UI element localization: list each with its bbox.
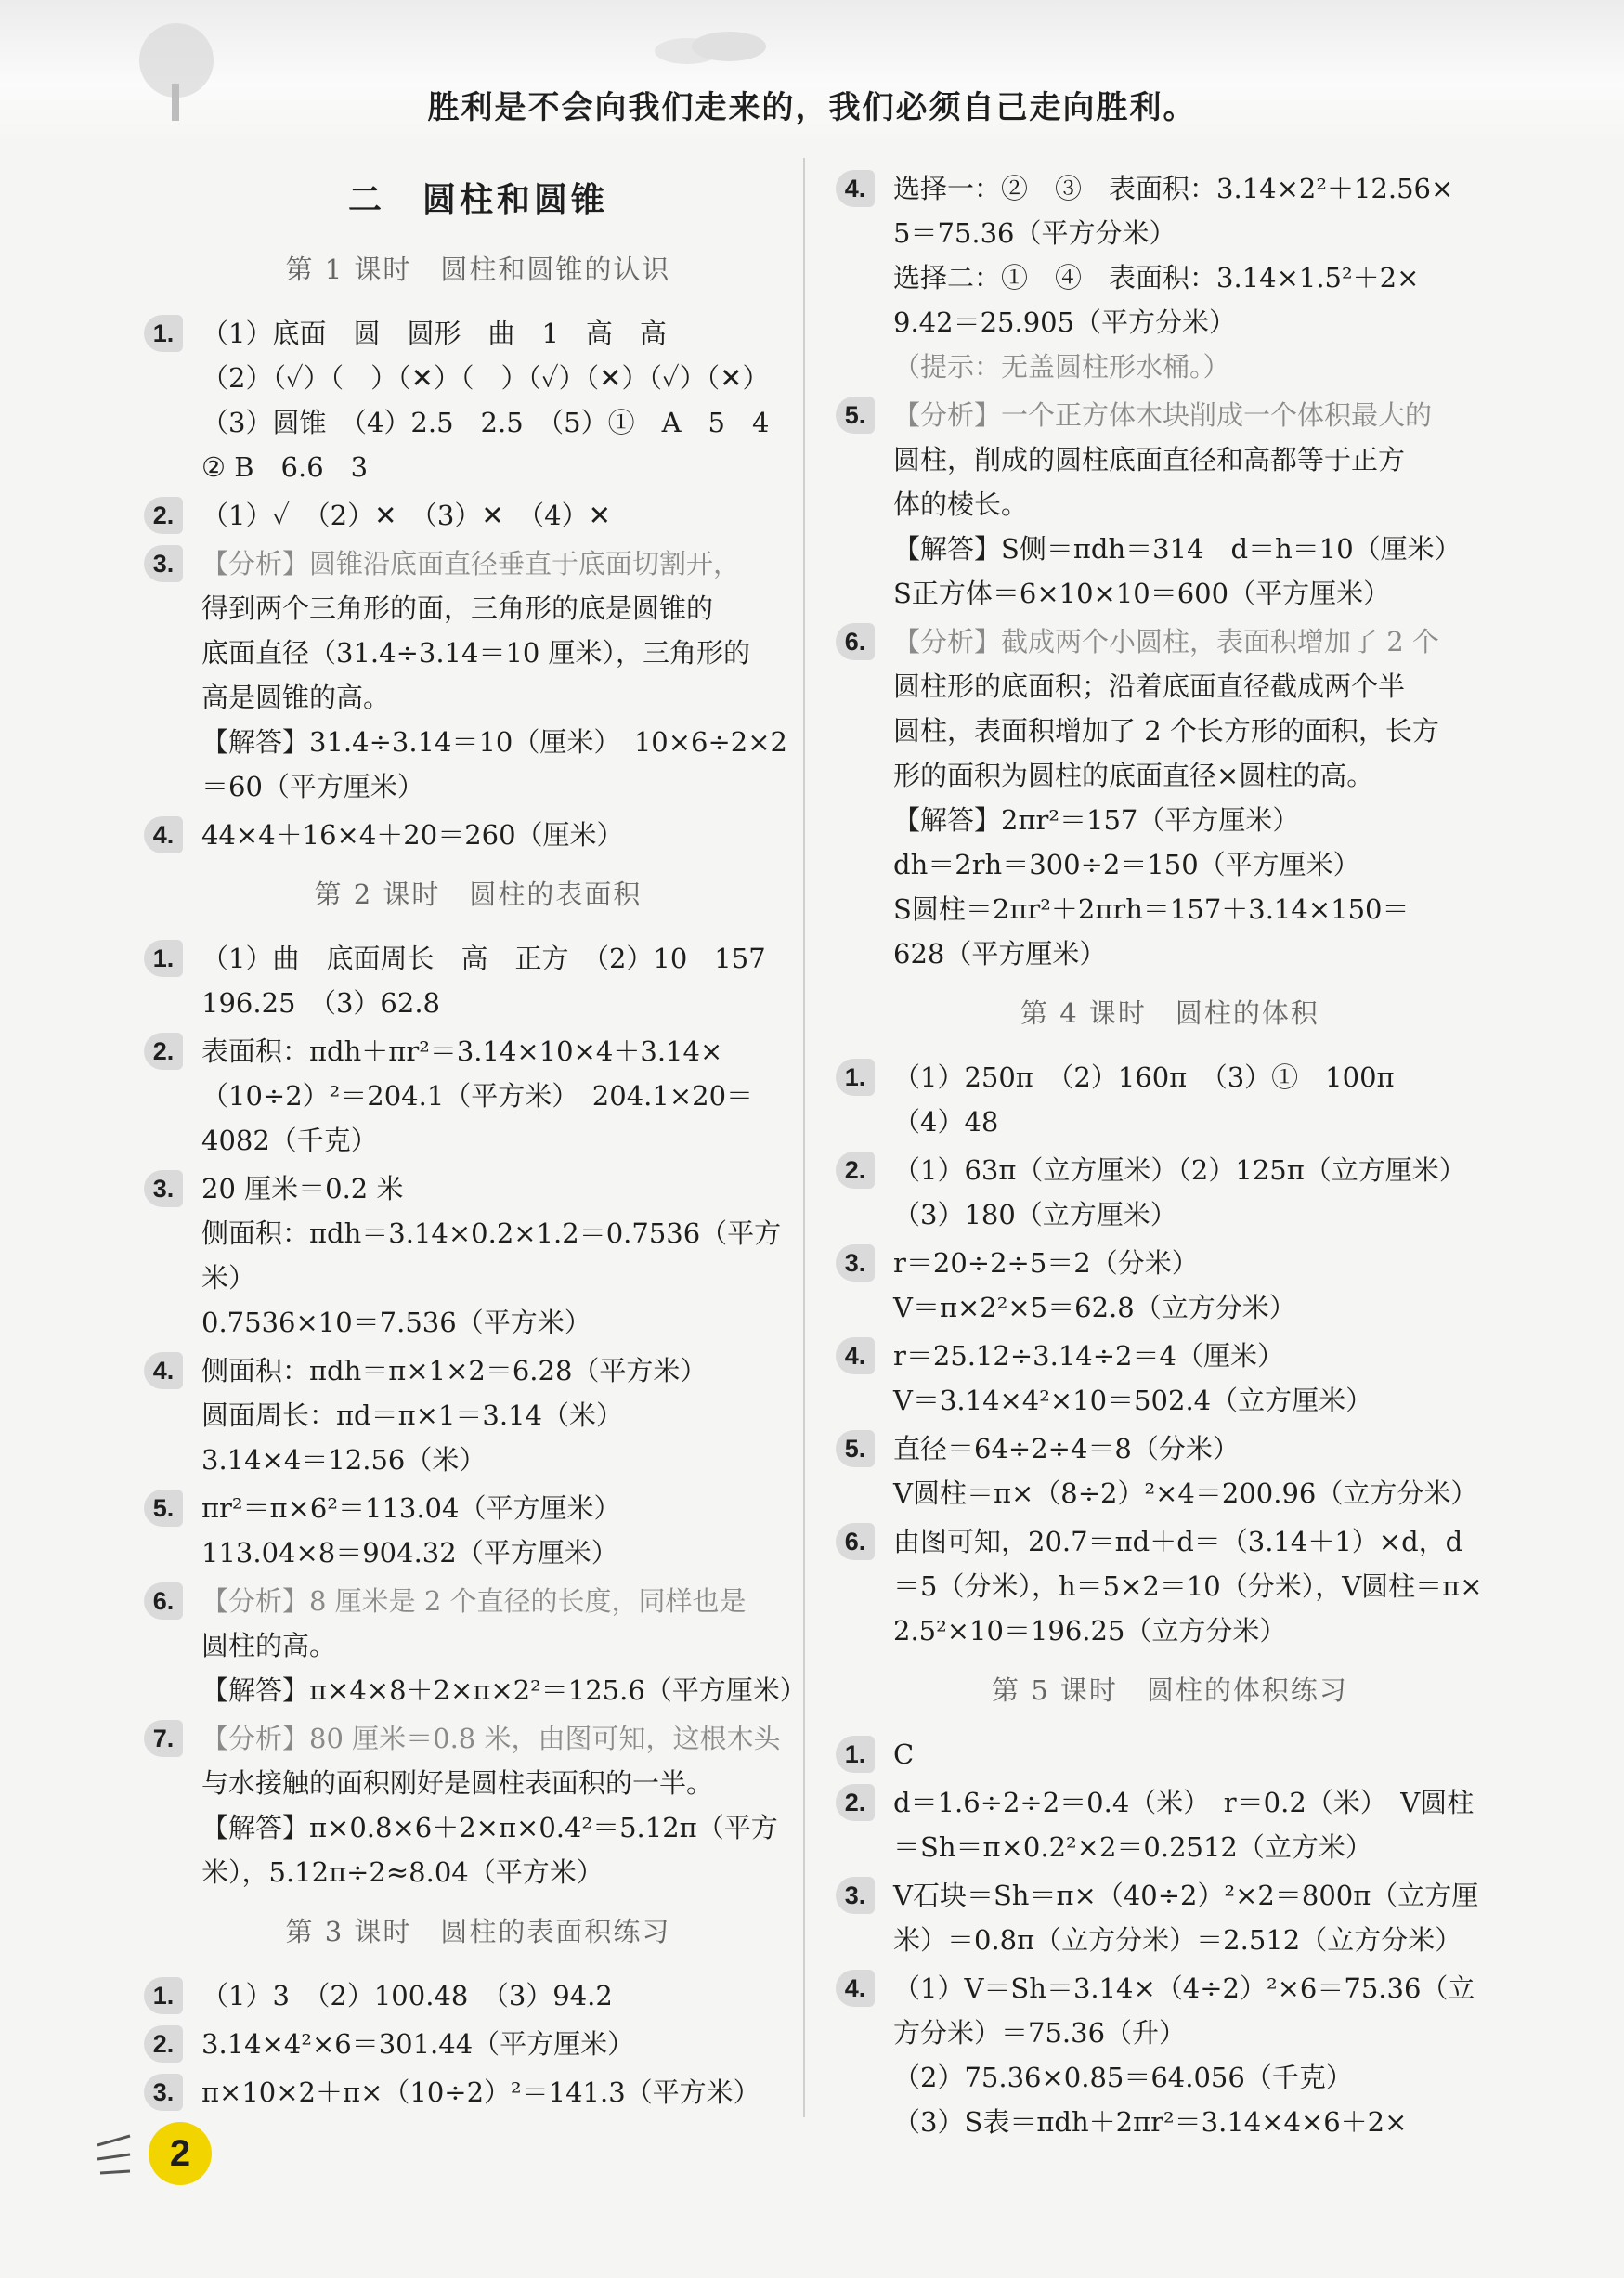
- lesson-4-items: [836, 1055, 1504, 1653]
- answer-line: 9.42＝25.905（平方分米）: [893, 306, 1237, 338]
- question-number-badge: 2.: [836, 1152, 875, 1189]
- question-number-badge: 4.: [836, 170, 875, 207]
- question-number-badge: 6.: [836, 623, 875, 660]
- answer-item: [836, 1241, 1504, 1330]
- lesson-3-items-cont: [836, 166, 1504, 976]
- answer-line: 3.14×4²×6＝301.44（平方厘米）: [201, 2028, 635, 2060]
- question-number-badge: 1.: [144, 315, 183, 352]
- answer-line: 米），5.12π÷2≈8.04（平方米）: [201, 1856, 604, 1888]
- answer-line: 圆柱，削成的圆柱底面直径和高都等于正方: [893, 444, 1406, 475]
- answer-item: [144, 541, 812, 809]
- answer-item: [836, 1055, 1504, 1144]
- answer-line: 直径＝64÷2÷4＝8（分米）: [893, 1433, 1240, 1464]
- question-number-badge: 4.: [836, 1970, 875, 2007]
- answer-item: [144, 311, 812, 489]
- answer-line: 【分析】一个正方体木块削成一个体积最大的: [893, 399, 1433, 431]
- answer-item: [836, 1426, 1504, 1516]
- answer-line: 选择二：① ④ 表面积：3.14×1.5²＋2×: [893, 262, 1420, 293]
- answer-line: 5＝75.36（平方分米）: [893, 217, 1176, 249]
- answer-line: （1）3 （2）100.48 （3）94.2: [201, 1980, 613, 2011]
- answer-line: （1）曲 底面周长 高 正方 （2）10 157: [201, 943, 766, 974]
- answer-line: 20 厘米＝0.2 米: [201, 1173, 404, 1204]
- answer-line: 圆柱形的底面积；沿着底面直径截成两个半: [893, 670, 1406, 702]
- question-number-badge: 1.: [144, 940, 183, 977]
- answer-line: 侧面积：πdh＝3.14×0.2×1.2＝0.7536（平方: [201, 1217, 782, 1249]
- answer-line: 196.25 （3）62.8: [201, 987, 440, 1019]
- answer-item: [144, 1486, 812, 1575]
- answer-line: 【解答】S侧＝πdh＝314 d＝h＝10（厘米）: [893, 533, 1462, 565]
- answer-item: [144, 1029, 812, 1163]
- answer-line: ② B 6.6 3: [201, 451, 369, 483]
- answer-line: 3.14×4＝12.56（米）: [201, 1444, 487, 1476]
- lesson-2-items: [144, 936, 812, 1894]
- answer-item: [144, 1166, 812, 1345]
- answer-line: V圆柱＝π×（8÷2）²×4＝200.96（立方分米）: [893, 1477, 1478, 1509]
- lesson-1-items: [144, 311, 812, 857]
- answer-line: 【分析】圆锥沿底面直径垂直于底面切割开，: [201, 548, 741, 579]
- answer-line: 底面直径（31.4÷3.14＝10 厘米），三角形的: [201, 637, 751, 669]
- question-number-badge: 1.: [836, 1736, 875, 1773]
- answer-line: （提示：无盖圆柱形水桶。）: [893, 351, 1230, 383]
- lesson-title-3: 第 3 课时 圆柱的表面积练习: [285, 1916, 671, 1947]
- answer-line: （1）底面 圆 圆形 曲 1 高 高: [201, 318, 667, 349]
- lesson-title-5: 第 5 课时 圆柱的体积练习: [992, 1674, 1348, 1706]
- answer-line: 米）: [201, 1262, 256, 1294]
- answer-line: （1）V＝Sh＝3.14×（4÷2）²×6＝75.36（立: [893, 1972, 1475, 2004]
- answer-line: 【解答】2πr²＝157（平方厘米）: [893, 804, 1300, 836]
- question-number-badge: 3.: [836, 1244, 875, 1282]
- answer-line: 【分析】8 厘米是 2 个直径的长度，同样也是: [201, 1585, 747, 1617]
- question-number-badge: 3.: [144, 2074, 183, 2111]
- lesson-title-4: 第 4 课时 圆柱的体积: [1020, 997, 1319, 1029]
- answer-line: r＝20÷2÷5＝2（分米）: [893, 1247, 1199, 1279]
- answer-line: V＝π×2²×5＝62.8（立方分米）: [893, 1292, 1296, 1323]
- answer-line: ＝Sh＝π×0.2²×2＝0.2512（立方米）: [893, 1831, 1372, 1863]
- answer-line: dh＝2rh＝300÷2＝150（平方厘米）: [893, 849, 1360, 880]
- answer-item: [836, 393, 1504, 616]
- lesson-3-items: [144, 1973, 812, 2115]
- answer-line: 2.5²×10＝196.25（立方分米）: [893, 1615, 1287, 1647]
- question-number-badge: 3.: [144, 545, 183, 582]
- answer-line: 628（平方厘米）: [893, 938, 1107, 970]
- answer-item: [144, 493, 812, 538]
- answer-line: ＝60（平方厘米）: [201, 771, 424, 802]
- answer-item: [836, 1732, 1504, 1777]
- page-header: [0, 0, 1624, 139]
- question-number-badge: 2.: [144, 1033, 183, 1070]
- answer-line: 侧面积：πdh＝π×1×2＝6.28（平方米）: [201, 1355, 708, 1386]
- right-column: [836, 163, 1504, 2148]
- answer-line: 圆柱，表面积增加了 2 个长方形的面积，长方: [893, 715, 1439, 747]
- lesson-title-2: 第 2 课时 圆柱的表面积: [314, 879, 643, 910]
- answer-line: 方分米）＝75.36（升）: [893, 2017, 1187, 2049]
- question-number-badge: 1.: [836, 1059, 875, 1096]
- answer-item: [836, 619, 1504, 976]
- question-number-badge: 7.: [144, 1720, 183, 1757]
- answer-line: 【解答】31.4÷3.14＝10（厘米） 10×6÷2×2: [201, 726, 787, 758]
- answer-item: [144, 1579, 812, 1712]
- answer-line: d＝1.6÷2÷2＝0.4（米） r＝0.2（米） V圆柱: [893, 1787, 1475, 1818]
- answer-line: r＝25.12÷3.14÷2＝4（厘米）: [893, 1340, 1284, 1372]
- question-number-badge: 6.: [836, 1523, 875, 1560]
- answer-line: （3）180（立方厘米）: [893, 1199, 1177, 1230]
- answer-line: （1）250π （2）160π （3）① 100π: [893, 1061, 1395, 1093]
- header-motto: 胜利是不会向我们走来的，我们必须自己走向胜利。: [427, 89, 1197, 126]
- answer-line: 米）＝0.8π（立方分米）＝2.512（立方分米）: [893, 1924, 1462, 1956]
- question-number-badge: 5.: [144, 1490, 183, 1527]
- answer-line: （10÷2）²＝204.1（平方米） 204.1×20＝: [201, 1080, 754, 1112]
- answer-line: ＝5（分米），h＝5×2＝10（分米），V圆柱＝π×: [893, 1570, 1483, 1602]
- page-number: 2: [149, 2122, 212, 2185]
- answer-line: 圆柱的高。: [201, 1630, 337, 1661]
- answer-line: 圆面周长：πd＝π×1＝3.14（米）: [201, 1399, 624, 1431]
- question-number-badge: 1.: [144, 1977, 183, 2014]
- question-number-badge: 4.: [836, 1337, 875, 1374]
- question-number-badge: 2.: [836, 1784, 875, 1821]
- answer-item: [836, 1148, 1504, 1237]
- question-number-badge: 2.: [144, 2025, 183, 2063]
- answer-item: [144, 1973, 812, 2018]
- answer-line: （3）S表＝πdh＋2πr²＝3.14×4×6＋2×: [893, 2106, 1408, 2138]
- answer-line: （2）75.36×0.85＝64.056（千克）: [893, 2062, 1353, 2093]
- answer-item: [144, 1348, 812, 1482]
- answer-line: 【解答】π×4×8＋2×π×2²＝125.6（平方厘米）: [201, 1674, 807, 1706]
- answer-line: （3）圆锥 （4）2.5 2.5 （5）① A 5 4: [201, 407, 770, 438]
- question-number-badge: 4.: [144, 1352, 183, 1389]
- answer-line: 【分析】截成两个小圆柱，表面积增加了 2 个: [893, 626, 1439, 657]
- answer-item: [836, 1334, 1504, 1423]
- answer-line: 由图可知，20.7＝πd＋d＝（3.14＋1）×d，d: [893, 1526, 1463, 1557]
- answer-line: （2）（✓）（ ）（✕）（ ）（✓）（✕）（✓）（✕）: [201, 362, 770, 394]
- question-number-badge: 5.: [836, 1430, 875, 1467]
- answer-line: 高是圆锥的高。: [201, 682, 391, 713]
- lesson-title-1: 第 1 课时 圆柱和圆锥的认识: [285, 254, 671, 285]
- answer-line: S正方体＝6×10×10＝600（平方厘米）: [893, 578, 1391, 609]
- answer-line: （1）63π（立方厘米）（2）125π（立方厘米）: [893, 1154, 1466, 1186]
- answer-line: （4）48: [893, 1106, 999, 1138]
- answer-line: 【分析】80 厘米＝0.8 米，由图可知，这根木头: [201, 1723, 781, 1754]
- answer-line: V＝3.14×4²×10＝502.4（立方厘米）: [893, 1385, 1373, 1416]
- answer-item: [144, 2070, 812, 2115]
- answer-line: 得到两个三角形的面，三角形的底是圆锥的: [201, 592, 714, 624]
- answer-item: [144, 936, 812, 1025]
- answer-line: 0.7536×10＝7.536（平方米）: [201, 1307, 591, 1338]
- cloud-icon: [650, 23, 771, 70]
- answer-line: 44×4＋16×4＋20＝260（厘米）: [201, 819, 624, 851]
- answer-item: [836, 1873, 1504, 1962]
- answer-line: （1）✓ （2）✕ （3）✕ （4）✕: [201, 500, 611, 531]
- answer-line: 体的棱长。: [893, 488, 1029, 520]
- answer-line: 表面积：πdh＋πr²＝3.14×10×4＋3.14×: [201, 1035, 723, 1067]
- answer-item: [144, 813, 812, 857]
- question-number-badge: 6.: [144, 1582, 183, 1620]
- answer-line: 113.04×8＝904.32（平方厘米）: [201, 1537, 618, 1569]
- answer-line: 形的面积为圆柱的底面直径×圆柱的高。: [893, 760, 1374, 791]
- answer-line: 【解答】π×0.8×6＋2×π×0.4²＝5.12π（平方: [201, 1812, 778, 1843]
- decoration-icon: [93, 2127, 149, 2182]
- answer-line: 选择一：② ③ 表面积：3.14×2²＋12.56×: [893, 173, 1454, 204]
- answer-item: [836, 1780, 1504, 1869]
- answer-item: [144, 1716, 812, 1894]
- answer-line: π×10×2＋π×（10÷2）²＝141.3（平方米）: [201, 2076, 760, 2108]
- question-number-badge: 4.: [144, 816, 183, 853]
- chapter-title: 二 圆柱和圆锥: [347, 180, 608, 219]
- answer-item: [836, 166, 1504, 389]
- answer-item: [144, 2022, 812, 2066]
- left-column: [144, 163, 812, 2118]
- answer-line: 4082（千克）: [201, 1125, 378, 1156]
- answer-line: S圆柱＝2πr²＋2πrh＝157＋3.14×150＝: [893, 893, 1410, 925]
- answer-line: V石块＝Sh＝π×（40÷2）²×2＝800π（立方厘: [893, 1880, 1479, 1911]
- question-number-badge: 3.: [144, 1170, 183, 1207]
- answer-item: [836, 1966, 1504, 2144]
- answer-line: C: [893, 1738, 915, 1770]
- answer-item: [836, 1519, 1504, 1653]
- question-number-badge: 2.: [144, 497, 183, 534]
- answer-line: 与水接触的面积刚好是圆柱表面积的一半。: [201, 1767, 714, 1799]
- answer-line: πr²＝π×6²＝113.04（平方厘米）: [201, 1492, 621, 1524]
- question-number-badge: 3.: [836, 1877, 875, 1914]
- question-number-badge: 5.: [836, 397, 875, 434]
- lesson-5-items: [836, 1732, 1504, 2144]
